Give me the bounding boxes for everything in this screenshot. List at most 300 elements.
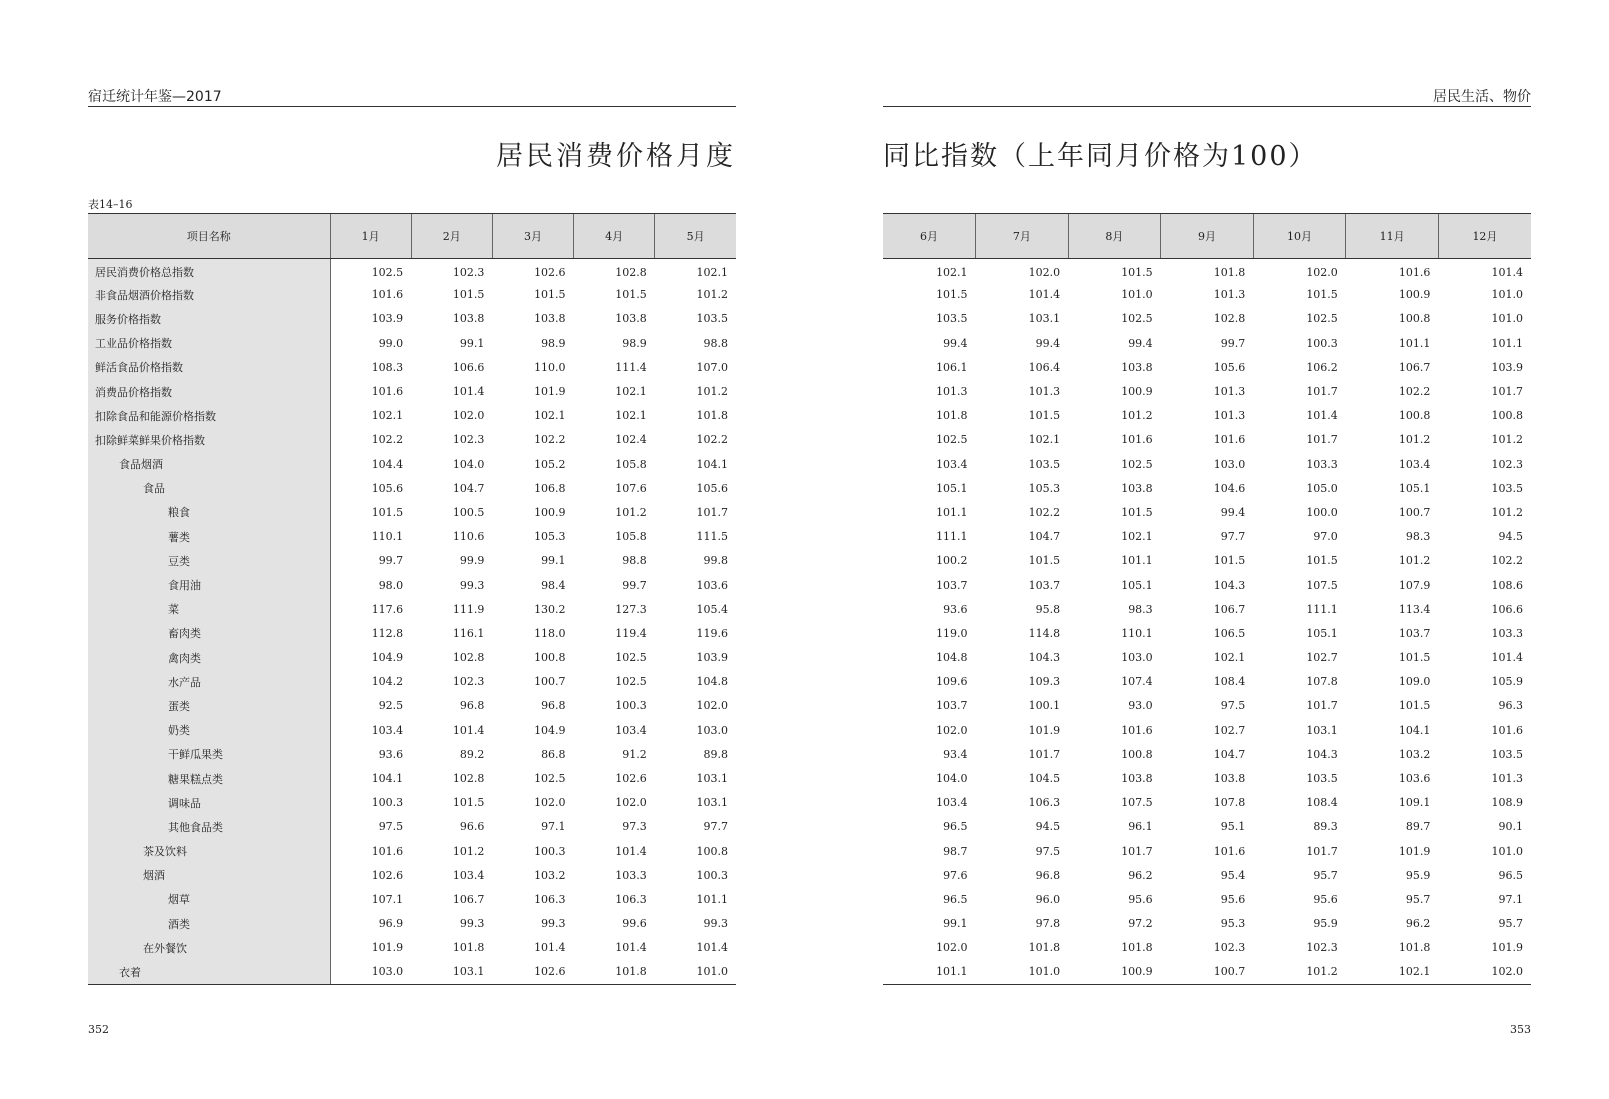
index-value-cell: 97.8 bbox=[1035, 917, 1061, 931]
index-value-cell: 93.4 bbox=[943, 747, 968, 761]
index-value-cell: 101.5 bbox=[1306, 554, 1338, 568]
index-value-cell: 101.8 bbox=[1121, 941, 1153, 955]
table-row bbox=[883, 766, 1531, 790]
table-row bbox=[883, 331, 1531, 355]
column-header-month: 11月 bbox=[1346, 214, 1439, 259]
table-row bbox=[88, 355, 736, 379]
index-value-cell: 111.5 bbox=[696, 530, 728, 544]
index-value-cell: 103.8 bbox=[1121, 481, 1153, 495]
index-value-cell: 101.5 bbox=[1398, 651, 1431, 665]
index-value-cell: 95.9 bbox=[1313, 917, 1338, 931]
index-value-cell: 96.5 bbox=[943, 892, 968, 906]
table-row bbox=[88, 549, 736, 573]
table-row bbox=[883, 815, 1531, 839]
index-value-cell: 96.9 bbox=[378, 917, 404, 931]
index-value-cell: 109.6 bbox=[936, 675, 968, 689]
index-value-cell: 98.0 bbox=[378, 578, 404, 592]
index-value-cell: 104.1 bbox=[1398, 723, 1431, 737]
column-header-month: 10月 bbox=[1253, 214, 1346, 259]
index-value-cell: 94.5 bbox=[1035, 820, 1061, 834]
index-value-cell: 109.1 bbox=[1398, 796, 1431, 810]
index-value-cell: 104.3 bbox=[1213, 578, 1246, 592]
index-value-cell: 101.6 bbox=[371, 385, 404, 399]
item-name-cell: 食用油 bbox=[88, 573, 330, 597]
table-row bbox=[883, 476, 1531, 500]
right-page bbox=[883, 0, 1531, 1099]
index-value-cell: 89.7 bbox=[1405, 820, 1431, 834]
index-value-cell: 101.5 bbox=[452, 796, 485, 810]
index-value-cell: 113.4 bbox=[1398, 602, 1431, 616]
index-value-cell: 97.5 bbox=[1220, 699, 1246, 713]
index-value-cell: 102.5 bbox=[615, 675, 647, 689]
index-value-cell: 102.0 bbox=[534, 796, 566, 810]
index-value-cell: 101.7 bbox=[696, 505, 728, 519]
index-value-cell: 95.1 bbox=[1220, 820, 1246, 834]
index-value-cell: 102.2 bbox=[1491, 554, 1523, 568]
index-value-cell: 102.1 bbox=[1028, 433, 1061, 447]
index-value-cell: 100.7 bbox=[1161, 960, 1254, 984]
index-value-cell: 103.6 bbox=[1398, 772, 1431, 786]
item-name-cell: 工业品价格指数 bbox=[88, 331, 330, 355]
table-row bbox=[883, 742, 1531, 766]
index-value-cell: 101.2 bbox=[452, 844, 485, 858]
index-value-cell: 105.6 bbox=[1213, 360, 1246, 374]
index-value-cell: 95.8 bbox=[1035, 602, 1061, 616]
table-row bbox=[88, 936, 736, 960]
index-value-cell: 98.7 bbox=[943, 844, 968, 858]
index-value-cell: 100.9 bbox=[1068, 960, 1161, 984]
table-row bbox=[88, 452, 736, 476]
index-value-cell: 102.7 bbox=[1306, 651, 1338, 665]
index-value-cell: 101.7 bbox=[1306, 385, 1338, 399]
table-header-row bbox=[88, 214, 736, 259]
index-value-cell: 102.5 bbox=[936, 433, 968, 447]
index-value-cell: 101.3 bbox=[1213, 288, 1246, 302]
item-name-cell: 服务价格指数 bbox=[88, 307, 330, 331]
table-row bbox=[88, 307, 736, 331]
index-value-cell: 102.2 bbox=[371, 433, 404, 447]
index-value-cell: 102.8 bbox=[615, 265, 647, 279]
index-value-cell: 101.8 bbox=[452, 941, 485, 955]
table-row bbox=[88, 863, 736, 887]
item-name-cell: 豆类 bbox=[88, 549, 330, 573]
index-value-cell: 109.0 bbox=[1398, 675, 1431, 689]
index-value-cell: 103.4 bbox=[936, 457, 968, 471]
column-header-month: 5月 bbox=[655, 214, 736, 259]
index-value-cell: 101.6 bbox=[1213, 844, 1246, 858]
index-value-cell: 103.8 bbox=[452, 312, 485, 326]
index-value-cell: 106.6 bbox=[452, 360, 485, 374]
index-value-cell: 93.6 bbox=[378, 747, 404, 761]
index-value-cell: 102.5 bbox=[1121, 457, 1153, 471]
column-header-item-name: 项目名称 bbox=[88, 214, 330, 259]
index-value-cell: 92.5 bbox=[378, 699, 404, 713]
item-name-cell: 居民消费价格总指数 bbox=[88, 259, 330, 283]
index-value-cell: 107.4 bbox=[1121, 675, 1153, 689]
index-value-cell: 102.6 bbox=[615, 772, 647, 786]
index-value-cell: 103.1 bbox=[411, 960, 492, 984]
index-value-cell: 103.5 bbox=[696, 312, 728, 326]
index-value-cell: 102.0 bbox=[696, 699, 728, 713]
table-row bbox=[883, 646, 1531, 670]
index-value-cell: 105.1 bbox=[1398, 481, 1431, 495]
index-value-cell: 102.2 bbox=[534, 433, 566, 447]
index-value-cell: 100.8 bbox=[696, 844, 728, 858]
table-row bbox=[88, 815, 736, 839]
index-value-cell: 101.3 bbox=[1213, 385, 1246, 399]
index-value-cell: 100.3 bbox=[615, 699, 647, 713]
table-row bbox=[883, 718, 1531, 742]
index-value-cell: 104.1 bbox=[371, 772, 404, 786]
index-value-cell: 101.7 bbox=[1306, 699, 1338, 713]
item-name-cell: 食品烟酒 bbox=[88, 452, 330, 476]
index-value-cell: 103.1 bbox=[696, 772, 728, 786]
index-value-cell: 95.9 bbox=[1405, 868, 1431, 882]
table-row bbox=[883, 404, 1531, 428]
index-value-cell: 101.6 bbox=[371, 844, 404, 858]
index-value-cell: 100.8 bbox=[1398, 409, 1431, 423]
index-value-cell: 119.0 bbox=[936, 626, 968, 640]
index-value-cell: 103.7 bbox=[936, 578, 968, 592]
cpi-table-right bbox=[883, 213, 1531, 985]
index-value-cell: 100.8 bbox=[534, 651, 566, 665]
index-value-cell: 119.6 bbox=[696, 626, 728, 640]
index-value-cell: 98.8 bbox=[703, 336, 728, 350]
table-row bbox=[88, 912, 736, 936]
index-value-cell: 95.6 bbox=[1220, 892, 1246, 906]
index-value-cell: 99.9 bbox=[459, 554, 485, 568]
index-value-cell: 95.6 bbox=[1313, 892, 1338, 906]
index-value-cell: 103.4 bbox=[1398, 457, 1431, 471]
index-value-cell: 103.0 bbox=[696, 723, 728, 737]
index-value-cell: 101.6 bbox=[371, 288, 404, 302]
table-row bbox=[883, 500, 1531, 524]
item-name-cell: 食品 bbox=[88, 476, 330, 500]
index-value-cell: 103.3 bbox=[1491, 626, 1523, 640]
item-name-cell: 在外餐饮 bbox=[88, 936, 330, 960]
index-value-cell: 108.3 bbox=[371, 360, 404, 374]
index-value-cell: 103.8 bbox=[1121, 360, 1153, 374]
table-row bbox=[88, 573, 736, 597]
index-value-cell: 102.8 bbox=[1213, 312, 1246, 326]
index-value-cell: 99.8 bbox=[703, 554, 728, 568]
index-value-cell: 101.5 bbox=[452, 288, 485, 302]
index-value-cell: 97.7 bbox=[703, 820, 728, 834]
index-value-cell: 103.8 bbox=[615, 312, 647, 326]
index-value-cell: 101.0 bbox=[1491, 312, 1523, 326]
index-value-cell: 96.6 bbox=[459, 820, 485, 834]
item-name-cell: 其他食品类 bbox=[88, 815, 330, 839]
index-value-cell: 101.4 bbox=[615, 941, 647, 955]
index-value-cell: 91.2 bbox=[622, 747, 647, 761]
column-header-month: 8月 bbox=[1068, 214, 1161, 259]
index-value-cell: 106.1 bbox=[936, 360, 968, 374]
index-value-cell: 101.3 bbox=[1213, 409, 1246, 423]
index-value-cell: 101.2 bbox=[615, 505, 647, 519]
index-value-cell: 103.9 bbox=[696, 651, 728, 665]
index-value-cell: 102.1 bbox=[371, 409, 404, 423]
table-title-part-1: 居民消费价格月度 bbox=[496, 141, 736, 172]
table-row bbox=[88, 960, 736, 984]
index-value-cell: 102.3 bbox=[452, 675, 485, 689]
table-row bbox=[88, 476, 736, 500]
index-value-cell: 97.5 bbox=[1035, 844, 1061, 858]
index-value-cell: 96.5 bbox=[943, 820, 968, 834]
index-value-cell: 102.3 bbox=[452, 433, 485, 447]
index-value-cell: 101.2 bbox=[1398, 433, 1431, 447]
table-row bbox=[883, 791, 1531, 815]
table-row bbox=[88, 694, 736, 718]
index-value-cell: 100.0 bbox=[1306, 505, 1338, 519]
index-value-cell: 99.0 bbox=[378, 336, 404, 350]
index-value-cell: 95.4 bbox=[1220, 868, 1246, 882]
index-value-cell: 114.8 bbox=[1028, 626, 1061, 640]
index-value-cell: 101.5 bbox=[1213, 554, 1246, 568]
index-value-cell: 116.1 bbox=[452, 626, 485, 640]
index-value-cell: 101.4 bbox=[452, 385, 485, 399]
index-value-cell: 101.6 bbox=[1491, 723, 1523, 737]
item-name-cell: 奶类 bbox=[88, 718, 330, 742]
index-value-cell: 106.5 bbox=[1213, 626, 1246, 640]
index-value-cell: 110.1 bbox=[371, 530, 404, 544]
index-value-cell: 101.5 bbox=[1121, 265, 1153, 279]
index-value-cell: 107.0 bbox=[696, 360, 728, 374]
index-value-cell: 102.1 bbox=[936, 265, 968, 279]
table-row bbox=[883, 670, 1531, 694]
index-value-cell: 101.4 bbox=[1491, 651, 1523, 665]
page-number-left: 352 bbox=[88, 1023, 109, 1036]
index-value-cell: 100.5 bbox=[452, 505, 485, 519]
index-value-cell: 100.9 bbox=[1398, 288, 1431, 302]
index-value-cell: 101.2 bbox=[1491, 433, 1523, 447]
index-value-cell: 104.3 bbox=[1306, 747, 1338, 761]
item-name-cell: 禽肉类 bbox=[88, 646, 330, 670]
index-value-cell: 102.5 bbox=[615, 651, 647, 665]
table-row bbox=[883, 694, 1531, 718]
index-value-cell: 108.4 bbox=[1213, 675, 1246, 689]
index-value-cell: 86.8 bbox=[541, 747, 566, 761]
index-value-cell: 107.8 bbox=[1306, 675, 1338, 689]
index-value-cell: 101.9 bbox=[534, 385, 566, 399]
index-value-cell: 101.9 bbox=[1028, 723, 1061, 737]
index-value-cell: 105.8 bbox=[615, 530, 647, 544]
index-value-cell: 101.5 bbox=[1398, 699, 1431, 713]
index-value-cell: 96.8 bbox=[1035, 868, 1061, 882]
index-value-cell: 104.6 bbox=[1213, 481, 1246, 495]
index-value-cell: 111.9 bbox=[452, 602, 485, 616]
index-value-cell: 96.3 bbox=[1498, 699, 1523, 713]
index-value-cell: 102.2 bbox=[1398, 385, 1431, 399]
item-name-cell: 衣着 bbox=[88, 960, 330, 984]
index-value-cell: 103.8 bbox=[1213, 772, 1246, 786]
table-row bbox=[883, 863, 1531, 887]
index-value-cell: 99.7 bbox=[622, 578, 647, 592]
index-value-cell: 102.1 bbox=[534, 409, 566, 423]
table-row bbox=[883, 307, 1531, 331]
item-name-cell: 水产品 bbox=[88, 670, 330, 694]
chapter-title: 居民生活、物价 bbox=[1433, 89, 1531, 105]
index-value-cell: 105.8 bbox=[615, 457, 647, 471]
table-row bbox=[883, 621, 1531, 645]
index-value-cell: 102.3 bbox=[1491, 457, 1523, 471]
index-value-cell: 101.2 bbox=[1121, 409, 1153, 423]
index-value-cell: 106.3 bbox=[615, 892, 647, 906]
index-value-cell: 101.0 bbox=[1121, 288, 1153, 302]
table-row bbox=[88, 621, 736, 645]
index-value-cell: 105.3 bbox=[1028, 481, 1061, 495]
index-value-cell: 95.7 bbox=[1498, 917, 1523, 931]
table-row bbox=[88, 597, 736, 621]
index-value-cell: 96.8 bbox=[541, 699, 566, 713]
index-value-cell: 102.3 bbox=[1213, 941, 1246, 955]
table-row bbox=[883, 355, 1531, 379]
index-value-cell: 96.2 bbox=[1405, 917, 1431, 931]
index-value-cell: 101.1 bbox=[696, 892, 728, 906]
index-value-cell: 101.4 bbox=[1306, 409, 1338, 423]
index-value-cell: 97.3 bbox=[622, 820, 647, 834]
index-value-cell: 101.5 bbox=[1121, 505, 1153, 519]
index-value-cell: 93.0 bbox=[1128, 699, 1153, 713]
index-value-cell: 101.7 bbox=[1306, 433, 1338, 447]
index-value-cell: 99.3 bbox=[459, 578, 485, 592]
index-value-cell: 90.1 bbox=[1498, 820, 1523, 834]
index-value-cell: 103.5 bbox=[1306, 772, 1338, 786]
index-value-cell: 103.0 bbox=[1213, 457, 1246, 471]
index-value-cell: 104.0 bbox=[452, 457, 485, 471]
index-value-cell: 101.8 bbox=[936, 409, 968, 423]
index-value-cell: 101.8 bbox=[696, 409, 728, 423]
index-value-cell: 101.5 bbox=[1028, 554, 1061, 568]
index-value-cell: 104.7 bbox=[452, 481, 485, 495]
index-value-cell: 98.3 bbox=[1128, 602, 1153, 616]
index-value-cell: 101.6 bbox=[1398, 265, 1431, 279]
index-value-cell: 100.3 bbox=[534, 844, 566, 858]
table-row bbox=[88, 428, 736, 452]
index-value-cell: 100.8 bbox=[1491, 409, 1523, 423]
index-value-cell: 101.7 bbox=[1121, 844, 1153, 858]
index-value-cell: 110.6 bbox=[452, 530, 485, 544]
item-name-cell: 非食品烟酒价格指数 bbox=[88, 283, 330, 307]
index-value-cell: 103.4 bbox=[371, 723, 404, 737]
index-value-cell: 89.2 bbox=[459, 747, 485, 761]
table-row bbox=[88, 742, 736, 766]
index-value-cell: 96.8 bbox=[459, 699, 485, 713]
index-value-cell: 98.8 bbox=[622, 554, 647, 568]
index-value-cell: 101.2 bbox=[1398, 554, 1431, 568]
index-value-cell: 99.4 bbox=[1220, 505, 1246, 519]
index-value-cell: 100.7 bbox=[534, 675, 566, 689]
index-value-cell: 102.4 bbox=[615, 433, 647, 447]
index-value-cell: 105.3 bbox=[534, 530, 566, 544]
index-value-cell: 99.4 bbox=[943, 336, 968, 350]
index-value-cell: 101.5 bbox=[371, 505, 404, 519]
index-value-cell: 100.3 bbox=[696, 868, 728, 882]
index-value-cell: 101.5 bbox=[615, 288, 647, 302]
index-value-cell: 106.7 bbox=[452, 892, 485, 906]
table-row bbox=[883, 452, 1531, 476]
index-value-cell: 99.1 bbox=[943, 917, 968, 931]
index-value-cell: 101.4 bbox=[1491, 265, 1523, 279]
table-row bbox=[883, 379, 1531, 403]
table-row bbox=[883, 573, 1531, 597]
index-value-cell: 102.0 bbox=[615, 796, 647, 810]
yearbook-title: 宿迁统计年鉴—2017 bbox=[88, 89, 222, 105]
item-name-cell: 薯类 bbox=[88, 525, 330, 549]
index-value-cell: 102.3 bbox=[452, 265, 485, 279]
index-value-cell: 99.6 bbox=[622, 917, 647, 931]
index-value-cell: 102.5 bbox=[534, 772, 566, 786]
index-value-cell: 101.1 bbox=[1398, 336, 1431, 350]
item-name-cell: 畜肉类 bbox=[88, 621, 330, 645]
index-value-cell: 104.8 bbox=[696, 675, 728, 689]
left-page bbox=[88, 0, 736, 1099]
index-value-cell: 112.8 bbox=[371, 626, 404, 640]
index-value-cell: 106.6 bbox=[1491, 602, 1523, 616]
table-row bbox=[88, 259, 736, 283]
index-value-cell: 101.0 bbox=[1491, 844, 1523, 858]
item-name-cell: 烟酒 bbox=[88, 863, 330, 887]
index-value-cell: 127.3 bbox=[615, 602, 647, 616]
index-value-cell: 106.7 bbox=[1398, 360, 1431, 374]
index-value-cell: 101.4 bbox=[615, 844, 647, 858]
index-value-cell: 104.1 bbox=[696, 457, 728, 471]
index-value-cell: 99.3 bbox=[459, 917, 485, 931]
index-value-cell: 102.0 bbox=[1306, 265, 1338, 279]
index-value-cell: 101.9 bbox=[1398, 844, 1431, 858]
index-value-cell: 101.2 bbox=[696, 385, 728, 399]
index-value-cell: 101.1 bbox=[1491, 336, 1523, 350]
index-value-cell: 100.3 bbox=[1306, 336, 1338, 350]
index-value-cell: 104.5 bbox=[1028, 772, 1061, 786]
item-name-cell: 鲜活食品价格指数 bbox=[88, 355, 330, 379]
table-row bbox=[88, 766, 736, 790]
index-value-cell: 101.5 bbox=[1306, 288, 1338, 302]
index-value-cell: 107.8 bbox=[1213, 796, 1246, 810]
item-name-cell: 糖果糕点类 bbox=[88, 766, 330, 790]
index-value-cell: 101.1 bbox=[883, 960, 976, 984]
index-value-cell: 104.7 bbox=[1213, 747, 1246, 761]
index-value-cell: 101.2 bbox=[696, 288, 728, 302]
index-value-cell: 107.1 bbox=[371, 892, 404, 906]
index-value-cell: 103.5 bbox=[936, 312, 968, 326]
index-value-cell: 109.3 bbox=[1028, 675, 1061, 689]
index-value-cell: 101.7 bbox=[1306, 844, 1338, 858]
index-value-cell: 102.8 bbox=[452, 651, 485, 665]
index-value-cell: 102.0 bbox=[936, 941, 968, 955]
table-row bbox=[883, 912, 1531, 936]
index-value-cell: 100.8 bbox=[1398, 312, 1431, 326]
index-value-cell: 103.2 bbox=[534, 868, 566, 882]
index-value-cell: 101.3 bbox=[936, 385, 968, 399]
index-value-cell: 104.9 bbox=[371, 651, 404, 665]
index-value-cell: 99.3 bbox=[703, 917, 728, 931]
item-name-cell: 干鲜瓜果类 bbox=[88, 742, 330, 766]
column-header-month: 4月 bbox=[574, 214, 655, 259]
index-value-cell: 102.1 bbox=[615, 409, 647, 423]
index-value-cell: 118.0 bbox=[534, 626, 566, 640]
index-value-cell: 101.4 bbox=[696, 941, 728, 955]
index-value-cell: 102.0 bbox=[1438, 960, 1531, 984]
index-value-cell: 105.6 bbox=[696, 481, 728, 495]
table-row bbox=[883, 428, 1531, 452]
index-value-cell: 102.6 bbox=[371, 868, 404, 882]
index-value-cell: 102.1 bbox=[1121, 530, 1153, 544]
table-row bbox=[88, 283, 736, 307]
index-value-cell: 105.0 bbox=[1306, 481, 1338, 495]
index-value-cell: 104.3 bbox=[1028, 651, 1061, 665]
index-value-cell: 101.6 bbox=[1121, 433, 1153, 447]
index-value-cell: 101.8 bbox=[1213, 265, 1246, 279]
